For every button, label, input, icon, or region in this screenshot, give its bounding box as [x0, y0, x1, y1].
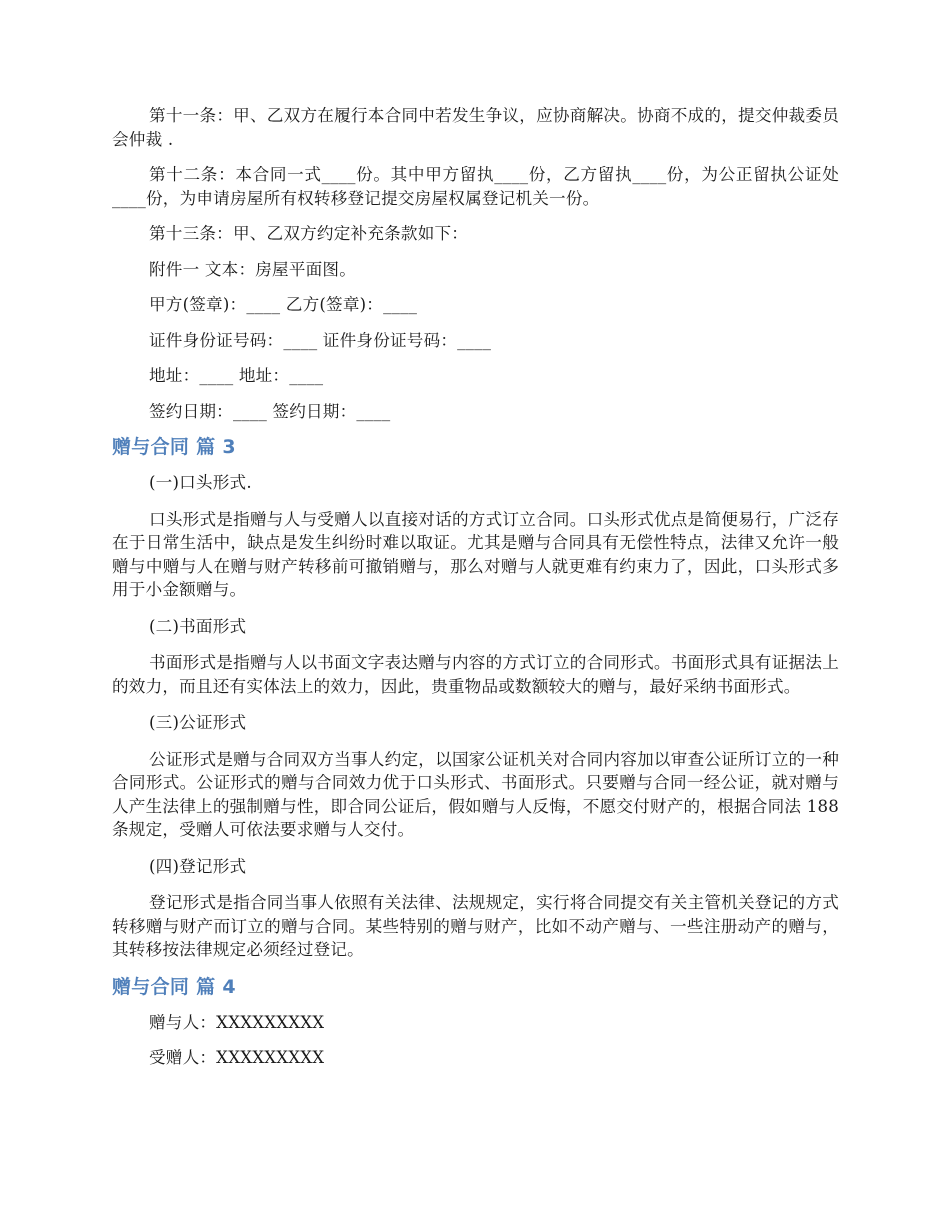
id-number-line: 证件身份证号码：____ 证件身份证号码：____: [149, 330, 492, 350]
written-form-heading: (二)书面形式: [149, 616, 247, 636]
oral-form-heading: (一)口头形式.: [149, 473, 252, 492]
document-page: [112, 104, 839, 1070]
registration-form-body: 登记形式是指合同当事人依照有关法律、法规规定，实行将合同提交有关主管机关登记的方式转移赠与财产而订立的赠与合同。某些特别的赠与财产，比如不动产赠与、一些注册动产的赠与，其转移按法律规定必须经过登记。: [112, 893, 839, 959]
notary-form-body: 公证形式是赠与合同双方当事人约定，以国家公证机关对合同内容加以审查公证所订立的一种合同形式。公证形式的赠与合同效力优于口头形式、书面形式。只要赠与合同一经公证，就对赠与人产生法律上的强制赠与性，即合同公证后，假如赠与人反悔，不愿交付财产的，根据合同法 188 条规定，受赠人可依法要求赠与人交付。: [112, 749, 839, 839]
section-4-title: 赠与合同 篇 4: [112, 975, 236, 998]
section-3-title: 赠与合同 篇 3: [112, 436, 236, 458]
sign-date-line: 签约日期：____ 签约日期：____: [149, 401, 391, 421]
donor-line: 赠与人：XXXXXXXXX: [149, 1012, 325, 1032]
article-12: 第十二条：本合同一式____份。其中甲方留执____份，乙方留执____份，为公正留执公证处____份，为申请房屋所有权转移登记提交房屋权属登记机关一份。: [112, 165, 839, 208]
oral-form-body: 口头形式是指赠与人与受赠人以直接对话的方式订立合同。口头形式优点是简便易行，广泛存在于日常生活中，缺点是发生纠纷时难以取证。尤其是赠与合同具有无偿性特点，法律又允许一般赠与中赠与人在赠与财产转移前可撤销赠与，那么对赠与人就更难有约束力了，因此，口头形式多用于小金额赠与。: [112, 509, 839, 599]
written-form-body: 书面形式是指赠与人以书面文字表达赠与内容的方式订立的合同形式。书面形式具有证据法上的效力，而且还有实体法上的效力，因此，贵重物品或数额较大的赠与，最好采纳书面形式。: [112, 653, 839, 696]
signature-line: 甲方(签章)：____ 乙方(签章)：____: [149, 295, 418, 314]
article-11: 第十一条：甲、乙双方在履行本合同中若发生争议，应协商解决。协商不成的，提交仲裁委员会仲裁 .: [112, 106, 839, 149]
article-13: 第十三条：甲、乙双方约定补充条款如下：: [149, 224, 469, 243]
notary-form-heading: (三)公证形式: [149, 713, 247, 732]
address-line: 地址：____ 地址：____: [149, 366, 324, 385]
registration-form-heading: (四)登记形式: [149, 856, 247, 876]
donee-line: 受赠人：XXXXXXXXX: [149, 1048, 325, 1067]
attachment-line: 附件一 文本：房屋平面图。: [149, 259, 356, 279]
